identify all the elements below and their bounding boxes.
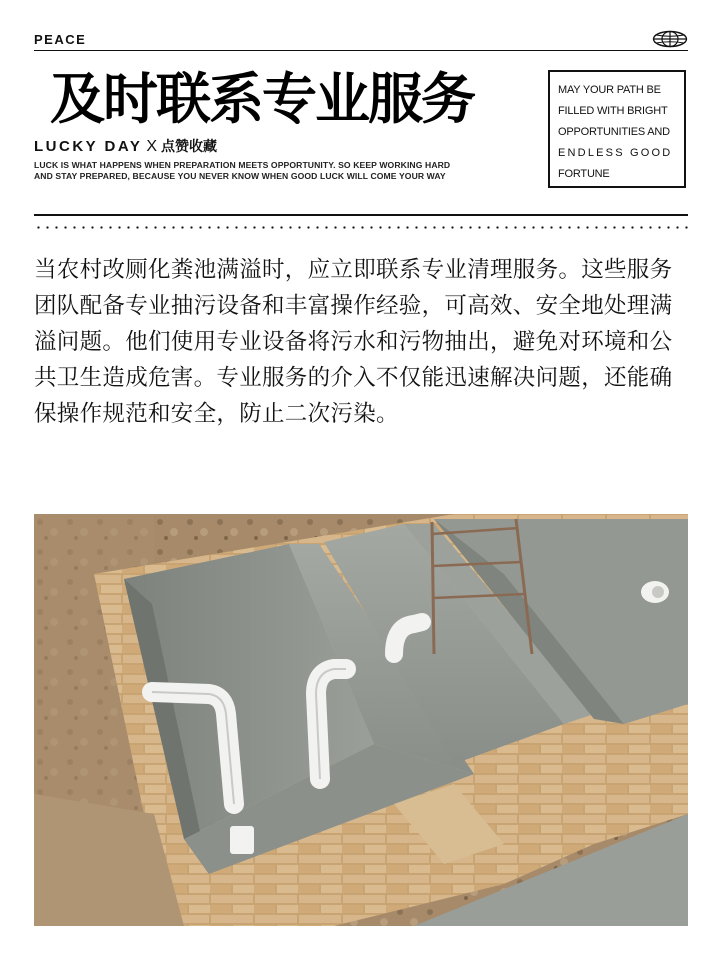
globe-icon (652, 30, 688, 48)
cross-mark: X (146, 138, 158, 155)
motto-line: ENDLESS GOOD (558, 147, 673, 159)
motto-line: MAY YOUR PATH BE (558, 84, 661, 96)
page-title: 及时联系专业服务 (50, 67, 475, 131)
motto-line: FORTUNE (558, 168, 610, 180)
luck-quote: LUCK IS WHAT HAPPENS WHEN PREPARATION MEETS OPPORTUNITY. SO KEEP WORKING HARD AND STAY PREPARED, BECAUSE YOU NEVER KNOW WHEN GOOD LUCK WILL COME YOUR WAY (34, 160, 451, 181)
motto-line: FILLED WITH BRIGHT (558, 105, 668, 117)
dotted-divider (34, 226, 688, 229)
body-paragraph: 当农村改厕化粪池满溢时，应立即联系专业清理服务。这些服务团队配备专业抽污设备和丰富操作经验，可高效、安全地处理满溢问题。他们使用专业设备将污水和污物抽出，避免对环境和公共卫生造成危害。专业服务的介入不仅能迅速解决问题，还能确保操作规范和安全，防止二次污染。 (34, 257, 673, 427)
subtitle-row (34, 136, 217, 156)
top-divider (34, 50, 688, 51)
top-bar (34, 30, 688, 50)
like-collect-tag: 点赞收藏 (161, 139, 218, 155)
lucky-day-label: LUCKY DAY (34, 138, 143, 155)
brand-label: PEACE (34, 32, 87, 47)
septic-tank-photo (34, 514, 688, 926)
section-divider (34, 214, 688, 216)
motto-line: OPPORTUNITIES AND (558, 126, 670, 138)
motto-box (548, 70, 686, 188)
